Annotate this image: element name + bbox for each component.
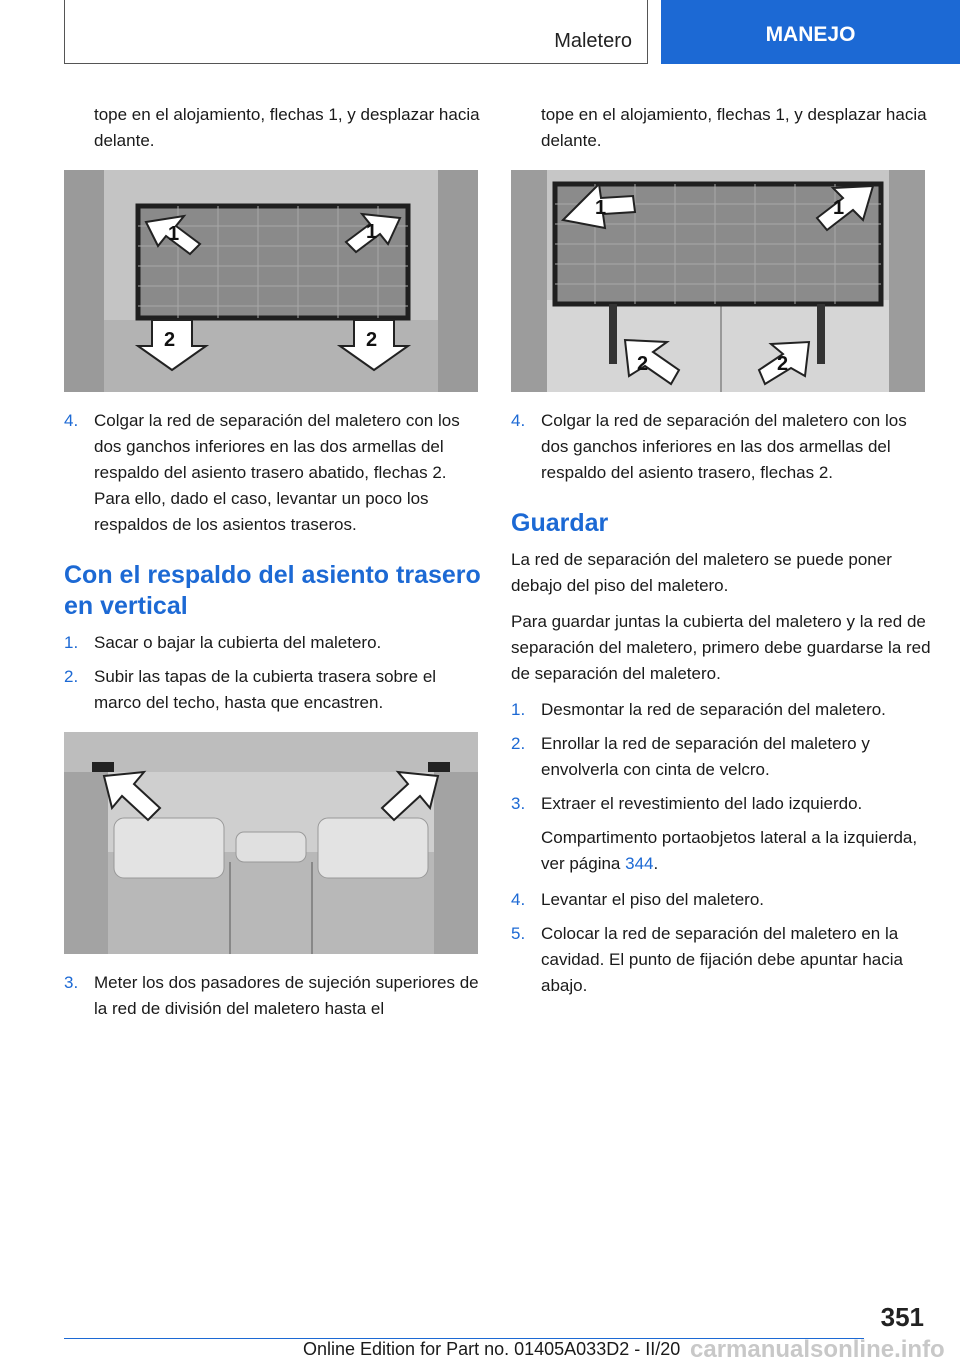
right-step-3 <box>511 791 931 817</box>
left-step-1 <box>64 630 484 656</box>
step-text: Sacar o bajar la cubierta del maletero. <box>94 633 382 652</box>
step-number: 4. <box>511 411 526 430</box>
figure-net-upright-seat <box>511 170 925 392</box>
fig2-label-1a: 1 <box>595 197 607 219</box>
step-number: 4. <box>64 411 79 430</box>
header-chapter-tab[interactable] <box>661 0 960 64</box>
left-step-2 <box>64 664 484 716</box>
figure-net-lowered-seat <box>64 170 478 392</box>
step-number: 2. <box>64 667 79 686</box>
right-step-5 <box>511 921 931 999</box>
step-number: 1. <box>511 700 526 719</box>
step-text: Enrollar la red de separación del maletero y envolverla con cinta de velcro. <box>541 734 870 779</box>
step-number: 5. <box>511 924 526 943</box>
figure-roof-frame-covers <box>64 732 478 954</box>
footer-watermark: carmanualsonline.info <box>690 1336 945 1363</box>
step-text: Desmontar la red de separación del maletero. <box>541 700 886 719</box>
right-step-2 <box>511 731 931 783</box>
section-heading-upright-seat: Con el respaldo del asiento trasero en vertical <box>64 561 481 620</box>
right-step-4 <box>511 408 931 486</box>
step-number: 3. <box>511 794 526 813</box>
right-note <box>511 825 931 877</box>
fig2-label-2b: 2 <box>777 353 789 375</box>
step-text: Levantar el piso del maletero. <box>541 890 765 909</box>
page-number: 351 <box>880 1302 924 1332</box>
fig2-label-2a: 2 <box>637 353 649 375</box>
note-text: Compartimento portaobjetos lateral a la izquierda, ver página <box>541 828 918 873</box>
fig1-label-2a: 2 <box>164 329 176 351</box>
footer-edition: Online Edition for Part no. 01405A033D2 - II/20 <box>303 1339 681 1359</box>
page-link-344[interactable]: 344 <box>625 854 654 873</box>
right-para-2: Para guardar juntas la cubierta del maletero y la red de separación del maletero, primero debe guardarse la red de separación del maletero. <box>511 612 931 683</box>
right-intro: tope en el alojamiento, flechas 1, y desplazar hacia delante. <box>541 105 927 150</box>
step-number: 1. <box>64 633 79 652</box>
step-number: 2. <box>511 734 526 753</box>
step-text: Colgar la red de separación del maletero con los dos ganchos inferiores en las dos armellas del respaldo del asiento trasero, flechas 2. <box>541 411 907 482</box>
fig1-label-1a: 1 <box>168 223 180 245</box>
step-number: 4. <box>511 890 526 909</box>
fig1-label-2b: 2 <box>366 329 378 351</box>
left-step-3 <box>64 970 484 1022</box>
right-step-4b <box>511 887 931 913</box>
left-column <box>64 102 484 1030</box>
step-number: 3. <box>64 973 79 992</box>
step-text: Colocar la red de separación del maletero en la cavidad. El punto de fijación debe apuntar hacia abajo. <box>541 924 903 995</box>
section-heading-guardar: Guardar <box>511 509 609 537</box>
left-intro: tope en el alojamiento, flechas 1, y desplazar hacia delante. <box>94 105 480 150</box>
right-step-1 <box>511 697 931 723</box>
step-text: Colgar la red de separación del maletero con los dos ganchos inferiores en las dos armellas del respaldo del asiento trasero abatido, flechas 2. Para ello, dado el caso, levantar un poco los respaldos de los asientos traseros. <box>94 411 460 534</box>
note-end: . <box>653 854 659 873</box>
header-chapter-label: MANEJO <box>765 23 856 46</box>
left-step-4 <box>64 408 484 538</box>
fig2-label-1b: 1 <box>833 197 845 219</box>
right-para-1: La red de separación del maletero se puede poner debajo del piso del maletero. <box>511 550 892 595</box>
step-text: Extraer el revestimiento del lado izquierdo. <box>541 794 863 813</box>
right-column <box>511 102 931 1007</box>
step-text: Meter los dos pasadores de sujeción superiores de la red de división del maletero hasta el <box>94 973 479 1018</box>
step-text: Subir las tapas de la cubierta trasera sobre el marco del techo, hasta que encastren. <box>94 667 437 712</box>
fig1-label-1b: 1 <box>366 221 378 243</box>
header-section-title: Maletero <box>554 30 632 52</box>
